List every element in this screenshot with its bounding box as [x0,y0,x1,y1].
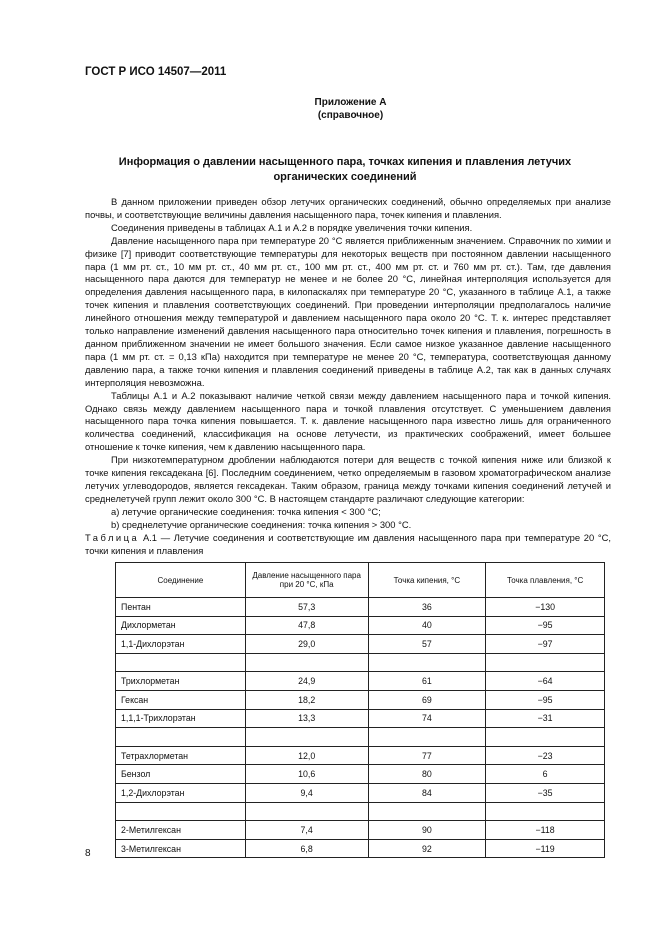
table-caption [85,532,611,558]
table-cell: 9,4 [245,783,368,802]
paragraph: Соединения приведены в таблицах А.1 и А.2 в порядке увеличения точки кипения. [111,221,473,233]
table-cell: 57 [368,635,486,654]
table-row [116,839,605,858]
table-cell: −35 [486,783,605,802]
list-item: b) среднелетучие органические соединения: точка кипения > 300 °С. [111,518,412,530]
paragraph: Давление насыщенного пара при температуре 20 °С является приближенным значением. Справочник по химии и физике [7] приводит соответствующие температуры для некоторых веществ при постоянном давлении насыщенного пара (1 мм рт. ст., 10 мм рт. ст., 40 мм рт. ст., 100 мм рт. ст., 400 мм рт. ст. и 760 мм рт. ст.). Там, где давления насыщенного пара даются для температур не менее и не более 20 °С, линейная интерполяция используется для определения давления насыщенного пара, в килопаскалях при температуре 20 °С, указанного в таблице А.1, а также точек кипения и плавления соответствующих соединений. При проведении интерполяции предполагалось наличие линейного отношения между температурой и давлением насыщенного пара около 20 °С. Т. к. интерес представляет только направление изменений давления насыщенного пара относительно точек кипения и плавления, погрешность в данном приближенном значении не имеет большого значения. Если самое низкое указанное давление насыщенного пара (1 мм рт. ст. = 0,13 кПа) находится при температуре не менее 20 °С, температура, соответствующая данному давлению пара, а также точки кипения и плавления соединений приведены в таблице А.2, так как в данных случаях интерполяция невозможна. [85,234,611,388]
page-number: 8 [85,848,91,859]
column-header: Соединение [116,563,246,598]
table-cell: −31 [486,709,605,728]
table-cell: 40 [368,616,486,635]
paragraph: При низкотемпературном дроблении наблюдаются потери для веществ с точкой кипения ниже или близкой к точке кипения гексадекана [6]. Последним соединением, четко определяемым в газовом хроматографическом анализе летучих углеводородов, является гексадекан. Таким образом, граница между точками кипения соединений летучей и среднелетучей групп лежит около 300 °С. В настоящем стандарте различают следующие категории: [85,454,611,504]
table-cell: 6 [486,765,605,784]
table-row [116,821,605,840]
table-cell [245,653,368,672]
table-caption-label: Таблица [85,532,140,543]
table-cell [116,653,246,672]
column-header: Точка кипения, °С [368,563,486,598]
table-row [116,635,605,654]
table-row [116,690,605,709]
table-cell [116,802,246,821]
table-row [116,709,605,728]
table-cell: 57,3 [245,598,368,617]
table-cell [245,802,368,821]
table-cell: −95 [486,616,605,635]
table-cell: 12,0 [245,746,368,765]
table-cell: 1,1,1-Трихлорэтан [116,709,246,728]
table-row [116,598,605,617]
table-cell: 3-Метилгексан [116,839,246,858]
table-cell: 92 [368,839,486,858]
table-cell: 69 [368,690,486,709]
table-cell [486,653,605,672]
table-cell: 47,8 [245,616,368,635]
table-cell: 7,4 [245,821,368,840]
table-cell: Тетрахлорметан [116,746,246,765]
table-cell [368,802,486,821]
table-cell: Бензол [116,765,246,784]
table-cell [486,802,605,821]
table-cell: −119 [486,839,605,858]
table-cell: 84 [368,783,486,802]
table-cell [368,653,486,672]
document-header: ГОСТ Р ИСО 14507—2011 [85,66,227,78]
paragraph: В данном приложении приведен обзор летучих органических соединений, обычно определяемых при анализе почвы, и соответствующие величины давления насыщенного пара, точек кипения и плавления. [85,196,611,220]
table-cell: Дихлорметан [116,616,246,635]
table-cell [116,728,246,747]
table-cell: 36 [368,598,486,617]
table-row [116,728,605,747]
table-cell: 74 [368,709,486,728]
table-cell [245,728,368,747]
table-cell: 2-Метилгексан [116,821,246,840]
table-cell: −118 [486,821,605,840]
table-cell: 24,9 [245,672,368,691]
column-header: Давление насыщенного пара при 20 °С, кПа [245,563,368,598]
table-cell: −64 [486,672,605,691]
body-text [85,196,611,532]
column-header: Точка плавления, °С [486,563,605,598]
table-caption-text: А.1 — Летучие соединения и соответствующие им давления насыщенного пара при температуре 20 °С, точки кипения и плавления [85,532,611,556]
table-row [116,672,605,691]
table-cell: 80 [368,765,486,784]
table-row [116,746,605,765]
data-table [115,562,605,858]
table-cell: −130 [486,598,605,617]
table-cell: 1,1-Дихлорэтан [116,635,246,654]
annex-title: Приложение А [314,97,387,108]
table-cell: −95 [486,690,605,709]
list-item: a) летучие органические соединения: точка кипения < 300 °С; [111,505,381,517]
table-cell: 10,6 [245,765,368,784]
table-cell: 90 [368,821,486,840]
table-cell: 18,2 [245,690,368,709]
table-row [116,765,605,784]
table-cell [368,728,486,747]
table-row [116,783,605,802]
table-row [116,653,605,672]
table-cell: Трихлорметан [116,672,246,691]
table-cell: Гексан [116,690,246,709]
annex-heading [0,96,661,122]
paragraph: Таблицы А.1 и А.2 показывают наличие четкой связи между давлением насыщенного пара и точкой кипения. Однако связь между давлением насыщенного пара и точкой плавления отсутствует. С уменьшением давления насыщенного пара точка кипения повышается. Т. к. давление насыщенного пара известно лишь для ограниченного количества соединений, классификация на основе летучести, из практических соображений, имеет большее отношение к точке кипения, чем к давлению насыщенного пара. [85,389,611,453]
table-cell: 1,2-Дихлорэтан [116,783,246,802]
table-cell: Пентан [116,598,246,617]
table-cell [486,728,605,747]
table-row [116,802,605,821]
table-cell: 61 [368,672,486,691]
table-cell: −23 [486,746,605,765]
table-cell: 6,8 [245,839,368,858]
table-row [116,616,605,635]
table-cell: 29,0 [245,635,368,654]
section-title: Информация о давлении насыщенного пара, точках кипения и плавления летучих органических соединений [118,156,572,183]
table-cell: 77 [368,746,486,765]
table-cell: −97 [486,635,605,654]
table-cell: 13,3 [245,709,368,728]
annex-subtitle: (справочное) [317,110,384,121]
